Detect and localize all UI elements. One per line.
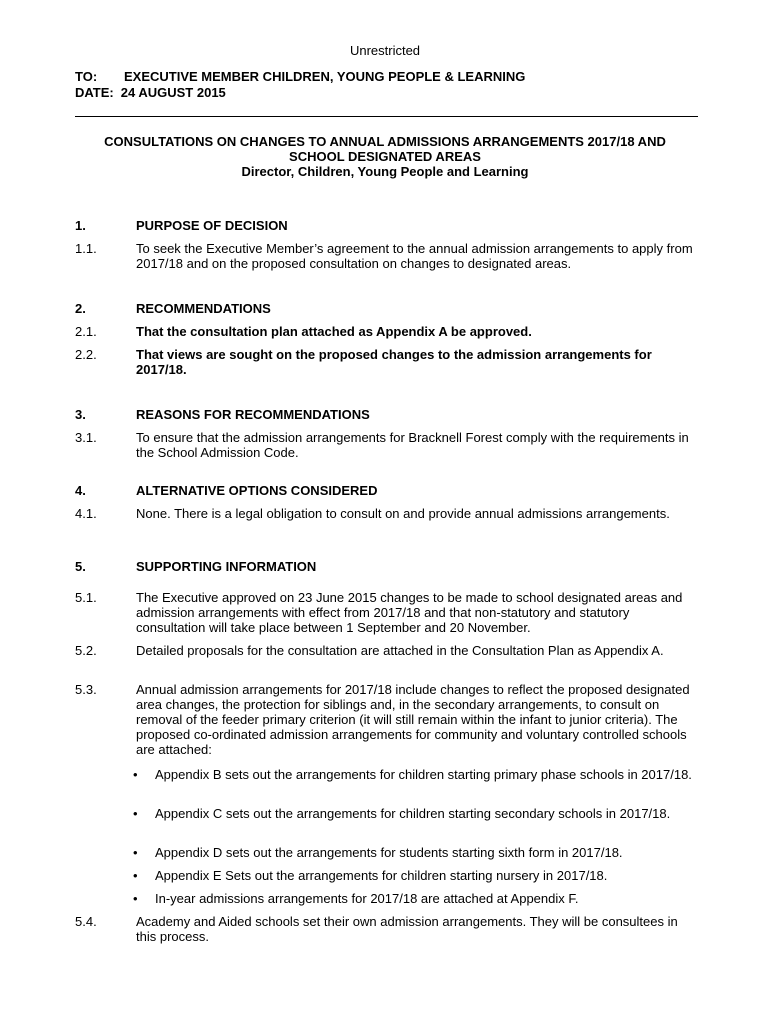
section-heading-text: REASONS FOR RECOMMENDATIONS bbox=[136, 407, 370, 422]
to-value: EXECUTIVE MEMBER CHILDREN, YOUNG PEOPLE & LEARNING bbox=[124, 69, 526, 84]
paragraph-text: That the consultation plan attached as Appendix A be approved. bbox=[136, 324, 532, 339]
section-heading-text: ALTERNATIVE OPTIONS CONSIDERED bbox=[136, 483, 378, 498]
date-value: 24 AUGUST 2015 bbox=[120, 85, 226, 100]
bullet-icon: • bbox=[133, 845, 138, 860]
paragraph-number: 4.1. bbox=[75, 506, 97, 521]
paragraph-text: To seek the Executive Member’s agreement to the annual admission arrangements to apply from 2017/18 and on the proposed consultation on changes to designated areas. bbox=[136, 241, 693, 271]
date-line bbox=[75, 85, 226, 100]
list-item-text: Appendix E Sets out the arrangements for children starting nursery in 2017/18. bbox=[155, 868, 608, 883]
paragraph-text: Detailed proposals for the consultation are attached in the Consultation Plan as Appendix A. bbox=[136, 643, 664, 658]
paragraph-number: 5.3. bbox=[75, 682, 97, 697]
section-heading-text: RECOMMENDATIONS bbox=[136, 301, 271, 316]
section-number: 5. bbox=[75, 559, 86, 574]
paragraph-text: None. There is a legal obligation to consult on and provide annual admissions arrangements. bbox=[136, 506, 670, 521]
section-number: 3. bbox=[75, 407, 86, 422]
paragraph-text: The Executive approved on 23 June 2015 changes to be made to school designated areas and admission arrangements with effect from 2017/18 and that non-statutory and statutory consultation will take place between 1 September and 20 November. bbox=[136, 590, 683, 635]
header-divider bbox=[75, 116, 698, 117]
paragraph-number: 1.1. bbox=[75, 241, 97, 256]
paragraph-number: 3.1. bbox=[75, 430, 97, 445]
bullet-icon: • bbox=[133, 767, 138, 782]
title-line-1: CONSULTATIONS ON CHANGES TO ANNUAL ADMISSIONS ARRANGEMENTS 2017/18 AND bbox=[104, 134, 666, 149]
paragraph-number: 5.4. bbox=[75, 914, 97, 929]
classification-label: Unrestricted bbox=[349, 43, 421, 58]
to-label: TO: bbox=[75, 69, 98, 84]
bullet-icon: • bbox=[133, 891, 138, 906]
paragraph-text: To ensure that the admission arrangements for Bracknell Forest comply with the requirements in the School Admission Code. bbox=[136, 430, 689, 460]
list-item-text: Appendix C sets out the arrangements for children starting secondary schools in 2017/18. bbox=[155, 806, 671, 821]
paragraph-text: Academy and Aided schools set their own admission arrangements. They will be consultees in this process. bbox=[136, 914, 678, 944]
section-number: 4. bbox=[75, 483, 86, 498]
paragraph-number: 2.1. bbox=[75, 324, 97, 339]
date-label: DATE: bbox=[75, 85, 114, 100]
bullet-icon: • bbox=[133, 868, 138, 883]
section-heading-text: PURPOSE OF DECISION bbox=[136, 218, 288, 233]
paragraph-text: That views are sought on the proposed changes to the admission arrangements for 2017/18. bbox=[136, 347, 652, 377]
list-item-text: In-year admissions arrangements for 2017/18 are attached at Appendix F. bbox=[155, 891, 579, 906]
list-item-text: Appendix D sets out the arrangements for students starting sixth form in 2017/18. bbox=[155, 845, 623, 860]
bullet-icon: • bbox=[133, 806, 138, 821]
title-line-2: SCHOOL DESIGNATED AREAS bbox=[289, 149, 481, 164]
section-number: 1. bbox=[75, 218, 86, 233]
section-heading-text: SUPPORTING INFORMATION bbox=[136, 559, 317, 574]
title-line-3: Director, Children, Young People and Learning bbox=[241, 164, 529, 179]
paragraph-text: Annual admission arrangements for 2017/18 include changes to reflect the proposed designated area changes, the protection for siblings and, in the secondary arrangements, to consult on removal of the feeder primary criterion (it will still remain within the infant to junior criteria). The proposed co-ordinated admission arrangements for community and voluntary controlled schools are attached: bbox=[136, 682, 690, 757]
paragraph-number: 5.1. bbox=[75, 590, 97, 605]
list-item-text: Appendix B sets out the arrangements for children starting primary phase schools in 2017/18. bbox=[155, 767, 692, 782]
section-number: 2. bbox=[75, 301, 86, 316]
paragraph-number: 5.2. bbox=[75, 643, 97, 658]
report-title bbox=[60, 134, 710, 179]
paragraph-number: 2.2. bbox=[75, 347, 97, 362]
to-line bbox=[75, 69, 525, 84]
